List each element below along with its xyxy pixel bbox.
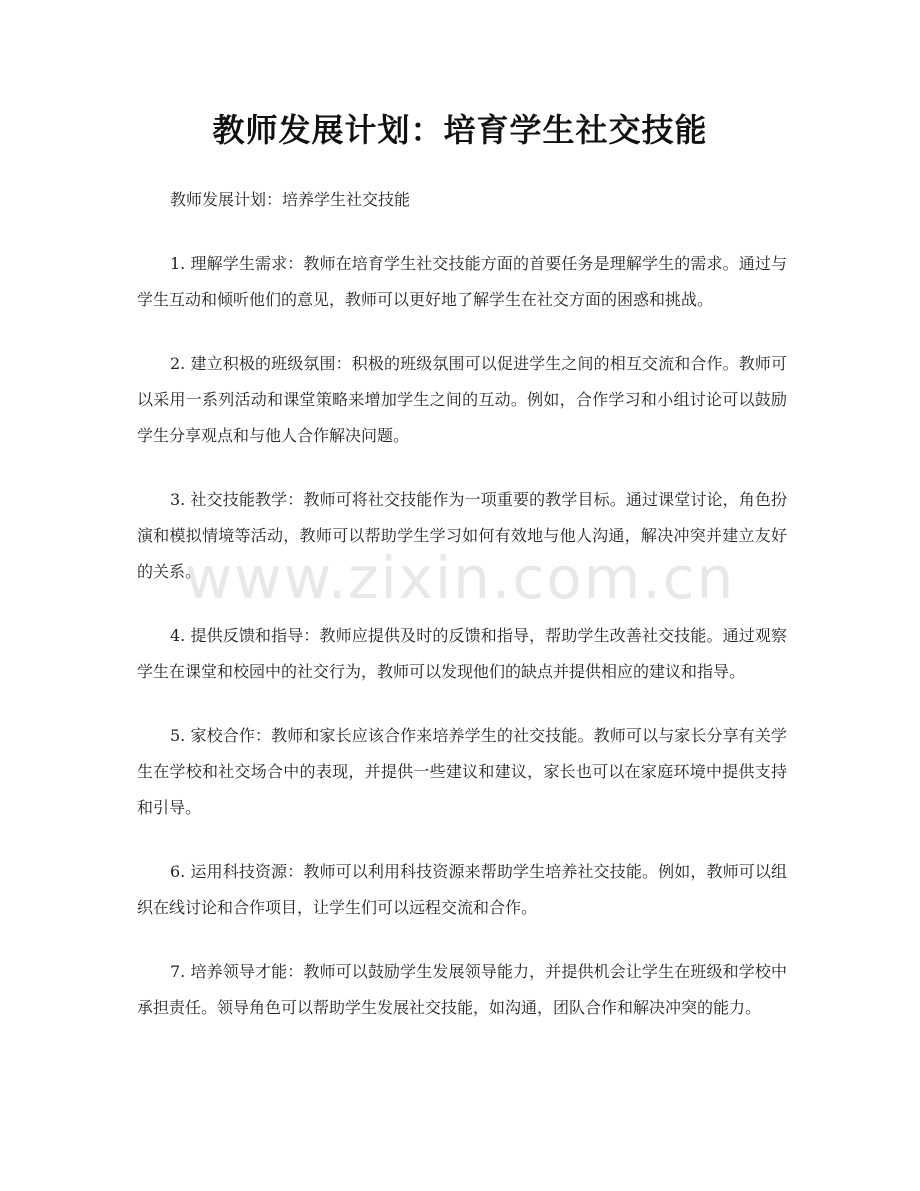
paragraph-7: 7. 培养领导才能：教师可以鼓励学生发展领导能力，并提供机会让学生在班级和学校中承担责任。领导角色可以帮助学生发展社交技能，如沟通，团队合作和解决冲突的能力。	[137, 962, 787, 1017]
watermark: www.zixin.com.cn	[184, 544, 736, 612]
paragraph-5: 5. 家校合作：教师和家长应该合作来培养学生的社交技能。教师可以与家长分享有关学生在学校和社交场合中的表现，并提供一些建议和建议，家长也可以在家庭环境中提供支持和引导。	[137, 726, 787, 817]
paragraph-6: 6. 运用科技资源：教师可以利用科技资源来帮助学生培养社交技能。例如，教师可以组织在线讨论和合作项目，让学生们可以远程交流和合作。	[137, 862, 787, 917]
paragraph-3: 3. 社交技能教学：教师可将社交技能作为一项重要的教学目标。通过课堂讨论，角色扮演和模拟情境等活动，教师可以帮助学生学习如何有效地与他人沟通，解决冲突并建立友好的关系。	[137, 490, 787, 581]
document-body	[137, 182, 787, 1054]
subtitle-paragraph: 教师发展计划：培养学生社交技能	[170, 190, 411, 209]
document-title: 教师发展计划：培育学生社交技能	[212, 111, 708, 149]
paragraph-2: 2. 建立积极的班级氛围：积极的班级氛围可以促进学生之间的相互交流和合作。教师可以采用一系列活动和课堂策略来增加学生之间的互动。例如，合作学习和小组讨论可以鼓励学生分享观点和与他人合作解决问题。	[137, 354, 787, 445]
paragraph-1: 1. 理解学生需求：教师在培育学生社交技能方面的首要任务是理解学生的需求。通过与学生互动和倾听他们的意见，教师可以更好地了解学生在社交方面的困惑和挑战。	[137, 254, 787, 309]
paragraph-4: 4. 提供反馈和指导：教师应提供及时的反馈和指导，帮助学生改善社交技能。通过观察学生在课堂和校园中的社交行为，教师可以发现他们的缺点并提供相应的建议和指导。	[137, 626, 787, 681]
